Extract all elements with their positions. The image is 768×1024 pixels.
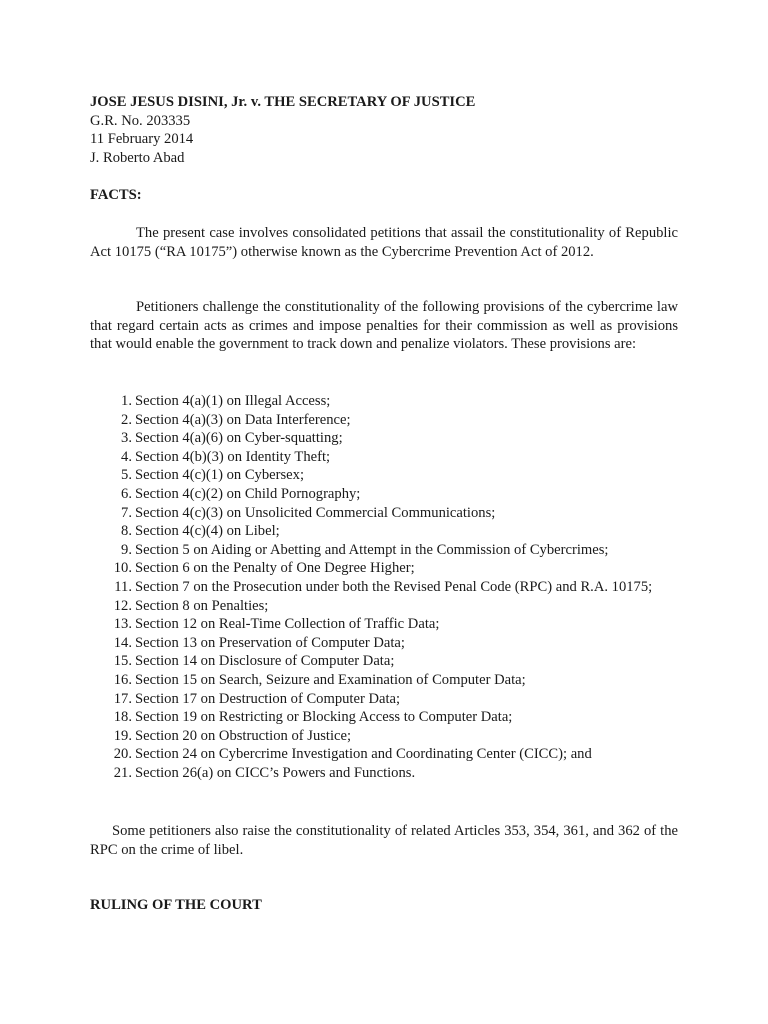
list-item-number: 11. bbox=[114, 578, 132, 595]
list-item-text: Section 17 on Destruction of Computer Data; bbox=[135, 690, 401, 707]
list-item-number: 13. bbox=[113, 616, 132, 633]
list-item-text: Section 26(a) on CICC’s Powers and Functions. bbox=[135, 764, 416, 781]
list-item bbox=[90, 485, 680, 504]
list-item-number: 14. bbox=[113, 634, 132, 651]
list-item bbox=[90, 578, 680, 597]
list-item-number: 1. bbox=[121, 393, 132, 409]
facts-paragraph-2-text: Petitioners challenge the constitutionality of the following provisions of the cybercrime law that regard certain acts as crimes and impose penalties for their commission as well as provisions that would enable the government to track down and penalize violators. These provisions are: bbox=[90, 299, 678, 353]
list-item-text: Section 20 on Obstruction of Justice; bbox=[135, 727, 352, 744]
list-item-number: 2. bbox=[121, 411, 132, 428]
list-item-text: Section 8 on Penalties; bbox=[135, 597, 269, 614]
list-item bbox=[90, 708, 680, 727]
ruling-heading: RULING OF THE COURT bbox=[90, 897, 262, 913]
list-item-text: Section 19 on Restricting or Blocking Access to Computer Data; bbox=[135, 709, 513, 726]
list-item-text: Section 4(b)(3) on Identity Theft; bbox=[135, 448, 331, 465]
list-item bbox=[90, 541, 680, 560]
list-item-text: Section 4(c)(3) on Unsolicited Commercial Communications; bbox=[135, 504, 496, 521]
list-item-text: Section 4(a)(1) on Illegal Access; bbox=[135, 393, 331, 409]
list-item-number: 7. bbox=[121, 504, 132, 521]
list-item bbox=[90, 764, 680, 783]
list-item bbox=[90, 504, 680, 523]
list-item bbox=[90, 429, 680, 448]
list-item-text: Section 4(c)(1) on Cybersex; bbox=[135, 467, 304, 484]
list-item-number: 18. bbox=[113, 709, 132, 726]
list-item-text: Section 15 on Search, Seizure and Examination of Computer Data; bbox=[135, 671, 526, 688]
list-item-text: Section 5 on Aiding or Abetting and Attempt in the Commission of Cybercrimes; bbox=[135, 541, 609, 558]
facts-paragraph-1 bbox=[90, 224, 678, 261]
list-item bbox=[90, 448, 680, 467]
list-item bbox=[90, 652, 680, 671]
list-item-number: 20. bbox=[113, 746, 132, 763]
list-item-number: 8. bbox=[121, 523, 132, 540]
list-item bbox=[90, 634, 680, 653]
list-item-text: Section 4(a)(3) on Data Interference; bbox=[135, 411, 351, 428]
list-item-number: 3. bbox=[121, 430, 132, 447]
list-item bbox=[90, 727, 680, 746]
list-item-number: 17. bbox=[113, 690, 132, 707]
list-item bbox=[90, 671, 680, 690]
decision-date: 11 February 2014 bbox=[90, 131, 194, 148]
facts-paragraph-3-text: Some petitioners also raise the constitutionality of related Articles 353, 354, 361, and 362 of the RPC on the crime of libel. bbox=[90, 823, 678, 858]
list-item-text: Section 4(a)(6) on Cyber-squatting; bbox=[135, 430, 343, 447]
list-item bbox=[90, 411, 680, 430]
list-item-text: Section 4(c)(4) on Libel; bbox=[135, 523, 280, 540]
list-item-text: Section 14 on Disclosure of Computer Data; bbox=[135, 653, 395, 670]
facts-paragraph-1-text: The present case involves consolidated petitions that assail the constitutionality of Republic Act 10175 (“RA 10175”) otherwise known as the Cybercrime Prevention Act of 2012. bbox=[90, 225, 678, 260]
facts-paragraph-2 bbox=[90, 298, 678, 354]
list-item-number: 15. bbox=[113, 653, 132, 670]
list-item-text: Section 13 on Preservation of Computer Data; bbox=[135, 634, 405, 651]
ponente: J. Roberto Abad bbox=[90, 149, 185, 166]
list-item bbox=[90, 745, 680, 764]
list-item-text: Section 12 on Real-Time Collection of Traffic Data; bbox=[135, 616, 440, 633]
facts-heading: FACTS: bbox=[90, 187, 142, 203]
list-item-number: 4. bbox=[121, 448, 132, 465]
case-header bbox=[90, 93, 475, 167]
gr-number: G.R. No. 203335 bbox=[90, 112, 191, 129]
list-item bbox=[90, 615, 680, 634]
list-item-number: 19. bbox=[113, 727, 132, 744]
list-item bbox=[90, 559, 680, 578]
list-item bbox=[90, 392, 680, 411]
list-item bbox=[90, 466, 680, 485]
list-item-text: Section 6 on the Penalty of One Degree Higher; bbox=[135, 560, 415, 577]
list-item bbox=[90, 690, 680, 709]
list-item-number: 6. bbox=[121, 485, 132, 502]
provisions-list bbox=[90, 392, 680, 782]
list-item-number: 9. bbox=[121, 541, 132, 558]
list-item-text: Section 4(c)(2) on Child Pornography; bbox=[135, 485, 361, 502]
list-item-number: 21. bbox=[113, 764, 132, 781]
list-item-number: 12. bbox=[113, 597, 132, 614]
list-item bbox=[90, 522, 680, 541]
list-item bbox=[90, 597, 680, 616]
list-item-number: 10. bbox=[113, 560, 132, 577]
list-item-number: 16. bbox=[113, 671, 132, 688]
list-item-number: 5. bbox=[121, 467, 132, 484]
facts-paragraph-3 bbox=[90, 822, 678, 859]
list-item-text: Section 24 on Cybercrime Investigation and Coordinating Center (CICC); and bbox=[135, 746, 592, 763]
case-title: JOSE JESUS DISINI, Jr. v. THE SECRETARY OF JUSTICE bbox=[90, 94, 476, 110]
list-item-text: Section 7 on the Prosecution under both the Revised Penal Code (RPC) and R.A. 10175; bbox=[135, 578, 653, 595]
